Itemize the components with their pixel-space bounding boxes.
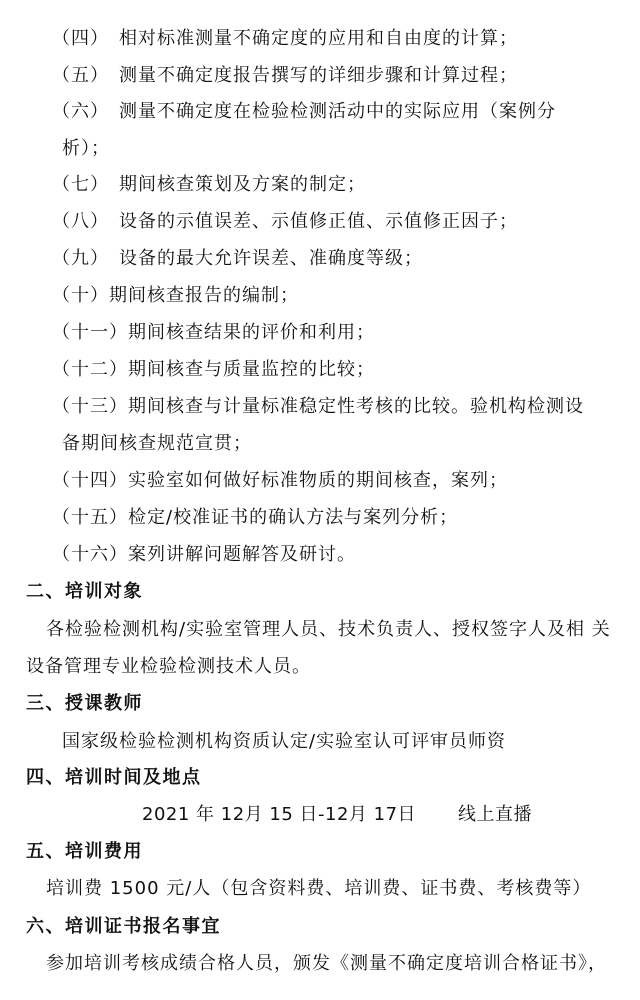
item-label: （十五） xyxy=(52,507,128,528)
list-item-7 xyxy=(52,173,366,197)
item-label: （五） xyxy=(52,65,109,86)
item-text: 案列讲解问题解答及研讨。 xyxy=(128,544,356,565)
section-heading-time-place: 四、培训时间及地点 xyxy=(26,767,202,788)
item-text: 期间核查策划及方案的制定； xyxy=(119,174,366,195)
item-text: 测量不确定度在检验检测活动中的实际应用（案例分 xyxy=(119,101,556,122)
item-label: （八） xyxy=(52,211,109,232)
list-item-15 xyxy=(52,506,458,530)
item-label: （七） xyxy=(52,174,109,195)
list-item-6 xyxy=(52,100,556,124)
item-label: （十） xyxy=(52,285,109,306)
item-label: （四） xyxy=(52,28,109,49)
fee-text: 培训费 1500 元/人（包含资料费、培训费、证书费、考核费等） xyxy=(46,878,592,899)
list-item-9 xyxy=(52,247,423,271)
list-item-10 xyxy=(52,284,299,308)
time-place-line xyxy=(142,803,532,827)
section-heading-certificate: 六、培训证书报名事宜 xyxy=(26,916,221,937)
item-text: 设备的示值误差、示值修正值、示值修正因子； xyxy=(119,211,518,232)
item-label: （九） xyxy=(52,248,109,269)
item-label: （六） xyxy=(52,101,109,122)
list-item-11 xyxy=(52,321,375,345)
list-item-4 xyxy=(52,27,518,51)
item-text: 相对标准测量不确定度的应用和自由度的计算； xyxy=(119,28,518,49)
instructors-text: 国家级检验检测机构资质认定/实验室认可评审员师资 xyxy=(62,731,507,752)
item-text: 设备的最大允许误差、准确度等级； xyxy=(119,248,423,269)
section-heading-fee: 五、培训费用 xyxy=(26,841,143,862)
list-item-13-continuation: 备期间核查规范宣贯； xyxy=(62,433,252,454)
section-heading-instructors: 三、授课教师 xyxy=(26,693,143,714)
item-label: （十一） xyxy=(52,322,128,343)
training-date: 2021 年 12月 15 日-12月 17日 xyxy=(142,804,417,825)
list-item-14 xyxy=(52,469,508,493)
training-location: 线上直播 xyxy=(458,804,533,825)
item-text: 期间核查与计量标准稳定性考核的比较。验机构检测设 xyxy=(128,396,584,417)
item-label: （十四） xyxy=(52,470,128,491)
trainees-text-line-2: 设备管理专业检验检测技术人员。 xyxy=(26,656,311,677)
item-text: 期间核查与质量监控的比较； xyxy=(128,359,375,380)
certificate-text: 参加培训考核成绩合格人员，颁发《测量不确定度培训合格证书》， xyxy=(46,953,607,974)
item-text: 检定/校准证书的确认方法与案列分析； xyxy=(128,507,459,528)
list-item-5 xyxy=(52,64,518,88)
item-label: （十六） xyxy=(52,544,128,565)
list-item-12 xyxy=(52,358,375,382)
item-label: （十三） xyxy=(52,396,128,417)
item-text: 实验室如何做好标准物质的期间核查，案列； xyxy=(128,470,508,491)
trainees-text-line-1: 各检验检测机构/实验室管理人员、技术负责人、授权签字人及相 关 xyxy=(46,619,611,640)
list-item-6-continuation: 析）； xyxy=(62,138,110,159)
section-heading-trainees: 二、培训对象 xyxy=(26,581,143,602)
list-item-16 xyxy=(52,543,356,567)
item-label: （十二） xyxy=(52,359,128,380)
list-item-13 xyxy=(52,395,584,419)
list-item-8 xyxy=(52,210,518,234)
item-text: 测量不确定度报告撰写的详细步骤和计算过程； xyxy=(119,65,518,86)
item-text: 期间核查结果的评价和利用； xyxy=(128,322,375,343)
item-text: 期间核查报告的编制； xyxy=(109,285,299,306)
